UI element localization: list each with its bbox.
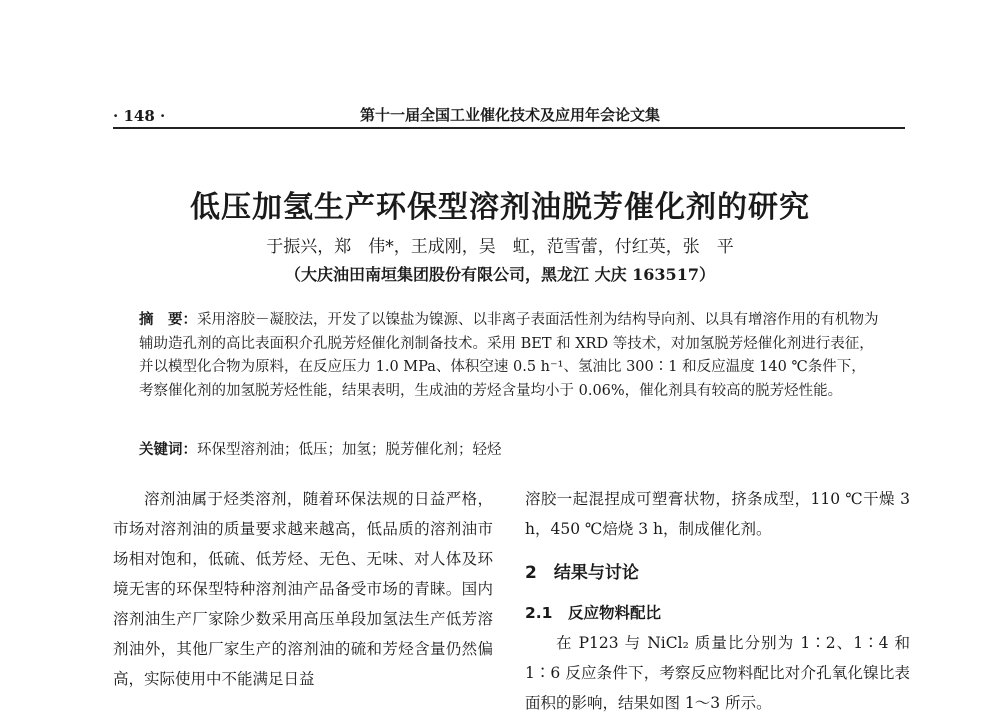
body-left-column: 溶剂油属于烃类溶剂，随着环保法规的日益严格，市场对溶剂油的质量要求越来越高，低品质的溶剂油市场相对饱和，低硫、低芳烃、无色、无味、对人体及环境无害的环保型特种溶剂油产品备受市场的青睐。国内溶剂油生产厂家除少数采用高压单段加氢法生产低芳溶剂油外，其他厂家生产的溶剂油的硫和芳烃含量仍然偏高，实际使用中不能满足日益 bbox=[113, 490, 493, 688]
subsection-heading: 2.1 反应物料配比 bbox=[525, 604, 661, 622]
section-heading: 2 结果与讨论 bbox=[525, 563, 639, 583]
author-list: 于振兴，郑 伟*，王成刚，吴 虹，范雪蕾，付红英，张 平 bbox=[266, 237, 734, 257]
running-title: 第十一届全国工业催化技术及应用年会论文集 bbox=[360, 106, 661, 124]
keywords-label: 关键词： bbox=[139, 441, 197, 458]
paragraph-ratio: 在 P123 与 NiCl₂ 质量比分别为 1∶2、1∶4 和 1∶6 反应条件下，考察反应物料配比对介孔氧化镍比表面积的影响，结果如图 1～3 所示。 bbox=[525, 634, 910, 712]
abstract-text: 采用溶胶－凝胶法，开发了以镍盐为镍源、以非离子表面活性剂为结构导向剂、以具有增溶作用的有机物为辅助造孔剂的高比表面积介孔脱芳烃催化剂制备技术。采用 BET 和 XRD 等技术，对加氢脱芳烃催化剂进行表征，并以模型化合物为原料，在反应压力 1.0 MPa、体积空速 0.5 h⁻¹、氢油比 300∶1 和反应温度 140 ℃条件下，考察催化剂的加氢脱芳烃性能，结果表明，生成油的芳烃含量均小于 0.06%，催化剂具有较高的脱芳烃性能。 bbox=[139, 312, 879, 399]
abstract bbox=[139, 308, 879, 403]
page-number: · 148 · bbox=[113, 107, 166, 125]
paper-title: 低压加氢生产环保型溶剂油脱芳催化剂的研究 bbox=[190, 190, 810, 225]
header-rule bbox=[113, 127, 905, 129]
keywords-text: 环保型溶剂油；低压；加氢；脱芳催化剂；轻烃 bbox=[197, 442, 502, 458]
paragraph-preparation: 溶胶一起混捏成可塑膏状物，挤条成型，110 ℃干燥 3 h，450 ℃焙烧 3 h，制成催化剂。 bbox=[525, 490, 910, 538]
affiliation: （大庆油田南垣集团股份有限公司，黑龙江 大庆 163517） bbox=[285, 265, 715, 284]
keywords bbox=[139, 438, 879, 459]
abstract-label: 摘 要： bbox=[139, 311, 197, 328]
